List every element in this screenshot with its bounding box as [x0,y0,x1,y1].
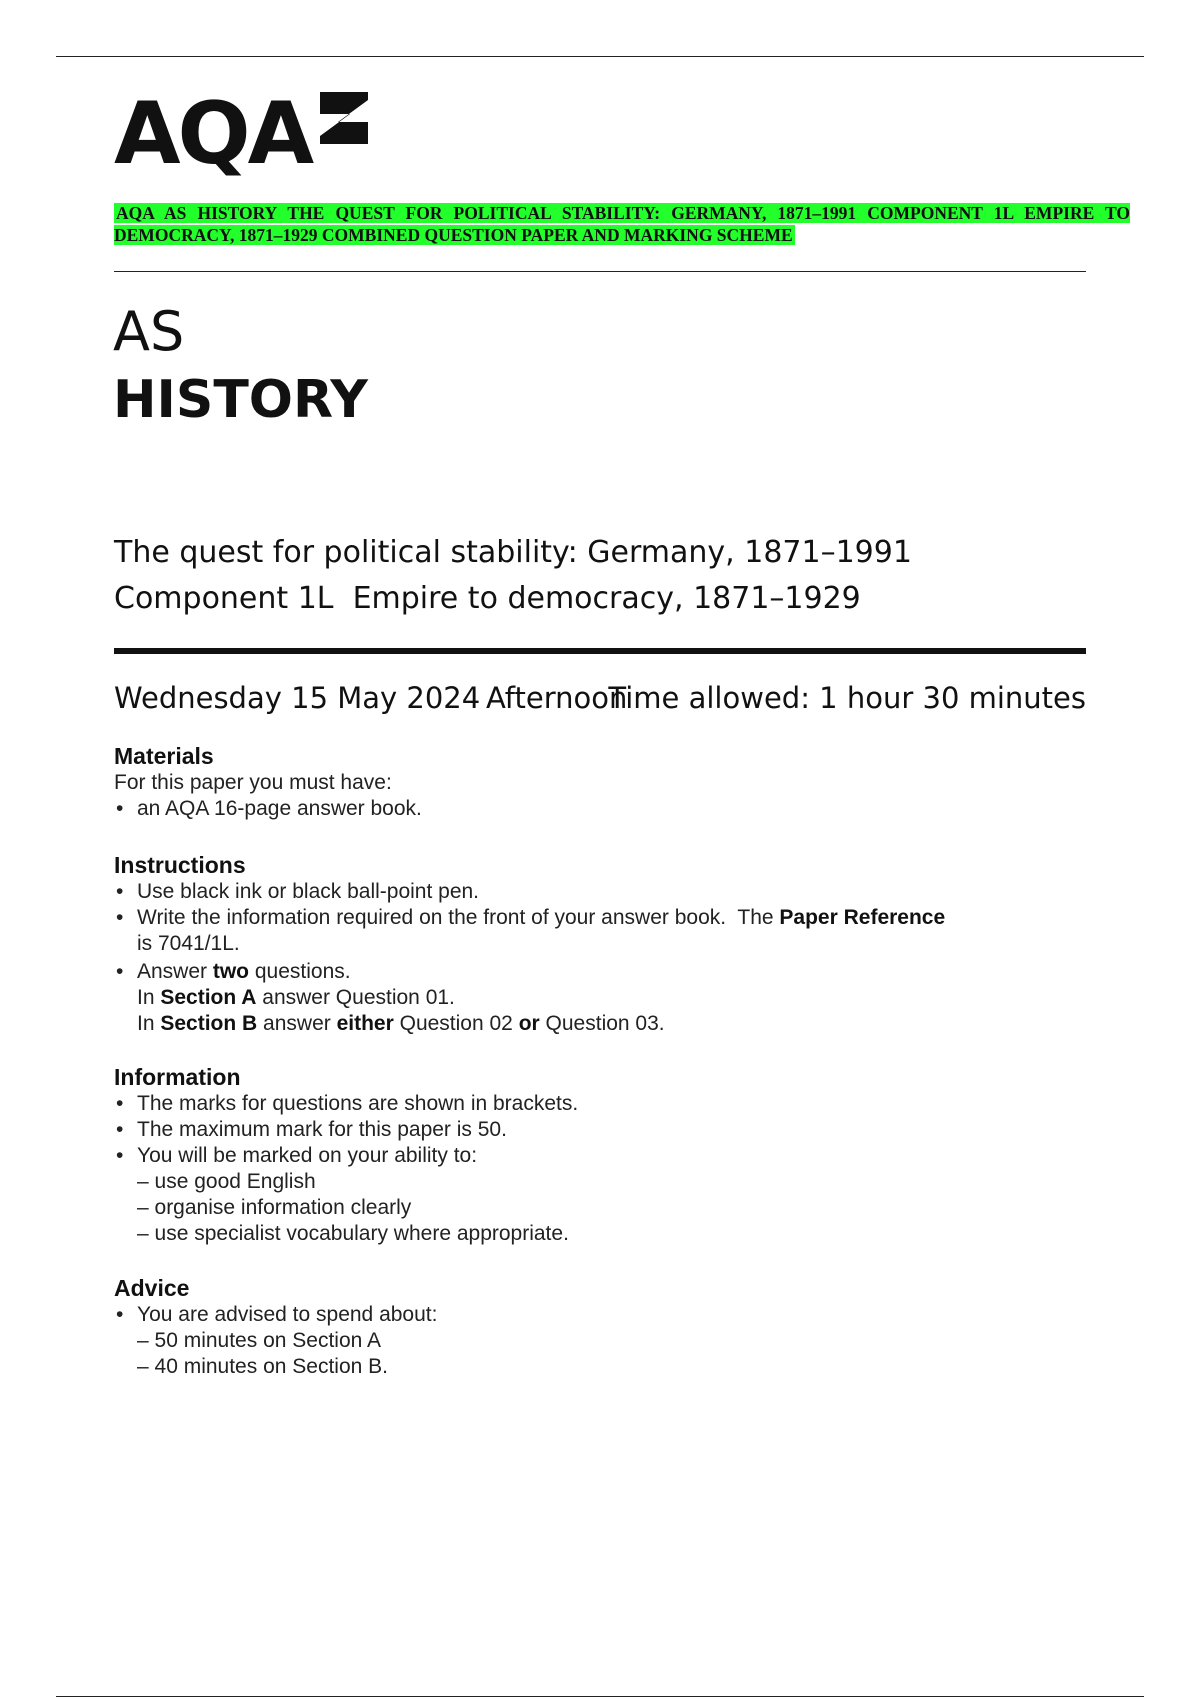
information-item: • The maximum mark for this paper is 50. [114,1117,1074,1143]
instructions-heading: Instructions [114,852,246,878]
divider-thin [114,271,1086,272]
aqa-logo-text: AQA [114,84,312,184]
top-rule [56,56,1144,57]
information-subitem: – organise information clearly [137,1196,412,1219]
materials-intro: For this paper you must have: [114,771,392,794]
information-section [114,1063,1074,1247]
advice-item: • You are advised to spend about: [114,1302,1074,1328]
information-item: • The marks for questions are shown in brackets. [114,1091,1074,1117]
advice-subitem: – 50 minutes on Section A [137,1329,381,1352]
advice-section [114,1274,1074,1380]
advice-subitem: – 40 minutes on Section B. [137,1355,388,1378]
information-heading: Information [114,1064,241,1090]
materials-section [114,742,1074,822]
paper-title-line2: Component 1L Empire to democracy, 1871–1929 [114,581,861,616]
instructions-item: • Use black ink or black ball-point pen. [114,879,1074,905]
exam-date: Wednesday 15 May 2024 [114,681,481,715]
paper-title-line1: The quest for political stability: Germany, 1871–1991 [114,535,912,570]
banner-text: AQA AS HISTORY THE QUEST FOR POLITICAL STABILITY: GERMANY, 1871–1991 COMPONENT 1L EMPIRE TO DEMOCRACY, 1871–1929 COMBINED QUESTION PAPER AND MARKING SCHEME [114,203,1130,245]
information-item: • You will be marked on your ability to: [114,1143,1074,1169]
instructions-item: • Answer two questions. [114,959,1074,985]
advice-heading: Advice [114,1275,190,1301]
section-a-instruction: In Section A answer Question 01. [137,986,455,1009]
subject-name: HISTORY [113,370,368,430]
exam-session: Afternoon [486,681,628,715]
bottom-rule [56,1696,1144,1697]
paper-title [114,530,912,622]
materials-heading: Materials [114,743,214,769]
aqa-logo [114,86,376,182]
aqa-logo-mark-icon [314,88,374,148]
materials-item: • an AQA 16-page answer book. [114,796,1074,822]
exam-time-allowed: Time allowed: 1 hour 30 minutes [608,681,1086,715]
subject-level: AS [113,300,185,363]
instructions-item: • Write the information required on the front of your answer book. The Paper Reference is 7041/1L. [114,905,1074,957]
instructions-section [114,851,1074,1037]
section-b-instruction: In Section B answer either Question 02 or Question 03. [137,1012,665,1035]
divider-thick [114,648,1086,654]
information-subitem: – use specialist vocabulary where appropriate. [137,1222,569,1245]
document-banner [114,202,1130,246]
information-subitem: – use good English [137,1170,316,1193]
